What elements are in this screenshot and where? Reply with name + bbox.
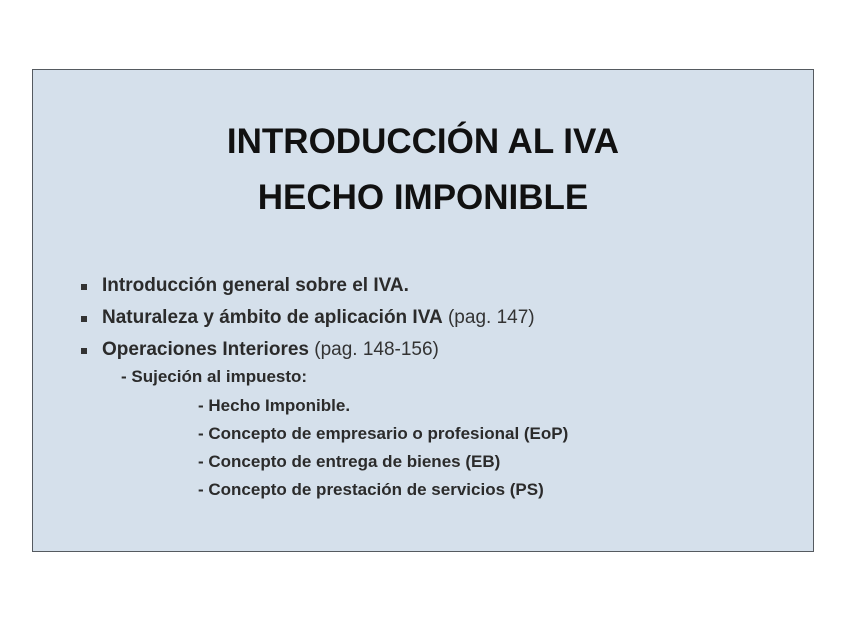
bullet-page-ref: (pag. 148-156)	[308, 339, 439, 360]
subitem-hecho-imponible: - Hecho Imponible.	[198, 396, 351, 415]
bullet-text	[102, 334, 439, 366]
subitem-empresario: - Concepto de empresario o profesional (EoP)	[198, 424, 569, 443]
bullet-page-ref: (pag. 147)	[442, 307, 535, 328]
bullet-text	[102, 270, 409, 302]
square-bullet-icon	[81, 316, 87, 322]
subitem-entrega-bienes: - Concepto de entrega de bienes (EB)	[198, 452, 501, 471]
slide-panel	[32, 69, 814, 552]
bullet-main-text: Naturaleza y ámbito de aplicación IVA	[102, 307, 443, 328]
square-bullet-icon	[81, 284, 87, 290]
square-bullet-icon	[81, 348, 87, 354]
subitem-sujecion: - Sujeción al impuesto:	[121, 367, 308, 386]
bullet-main-text: Operaciones Interiores	[102, 339, 309, 360]
slide-title-line-2: HECHO IMPONIBLE	[257, 178, 589, 217]
bullet-text	[102, 302, 535, 334]
bullet-main-text: Introducción general sobre el IVA.	[102, 275, 409, 296]
slide-title-line-1: INTRODUCCIÓN AL IVA	[226, 122, 620, 161]
subitem-prestacion-servicios: - Concepto de prestación de servicios (PS)	[198, 480, 544, 499]
